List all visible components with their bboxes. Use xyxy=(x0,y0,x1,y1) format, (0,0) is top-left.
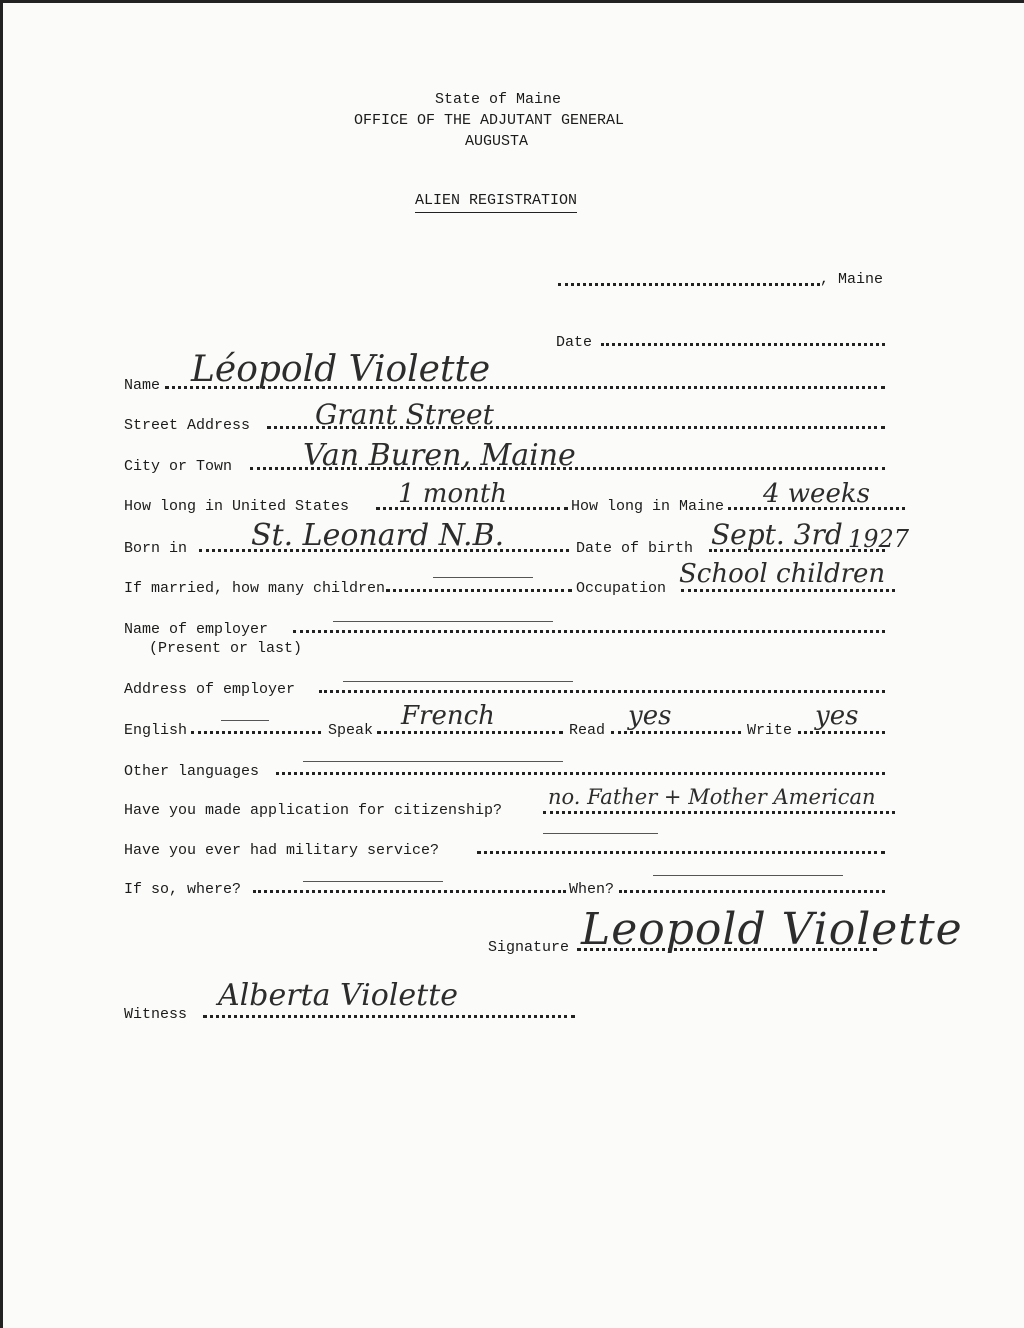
how-long-maine-value: 4 weeks xyxy=(763,479,870,509)
how-long-us-value: 1 month xyxy=(398,479,508,509)
when-label: When? xyxy=(569,881,615,898)
employer-address-label: Address of employer xyxy=(124,681,296,698)
military-label: Have you ever had military service? xyxy=(124,842,440,859)
date-of-birth-day: Sept. 3rd xyxy=(711,518,843,551)
witness-value: Alberta Violette xyxy=(218,978,459,1013)
citizenship-label: Have you made application for citizenship? xyxy=(124,802,503,819)
english-dash xyxy=(221,720,269,721)
how-long-maine-label: How long in Maine xyxy=(571,498,725,515)
speak-value: French xyxy=(401,701,495,731)
how-long-us-label: How long in United States xyxy=(124,498,350,515)
witness-label: Witness xyxy=(124,1006,188,1023)
write-label: Write xyxy=(747,722,793,739)
married-dash xyxy=(433,577,533,578)
signature-label: Signature xyxy=(488,939,570,956)
city-value: Van Buren, Maine xyxy=(303,438,576,473)
married-label: If married, how many children xyxy=(124,580,386,597)
maine-suffix: , Maine xyxy=(820,271,884,288)
employer-name-dots xyxy=(293,626,885,633)
other-languages-label: Other languages xyxy=(124,763,260,780)
born-in-value: St. Leonard N.B. xyxy=(251,518,505,553)
header-state: State of Maine xyxy=(435,91,562,108)
married-dots xyxy=(386,585,572,592)
employer-name-dash xyxy=(333,621,553,622)
when-dots xyxy=(619,886,885,893)
occupation-label: Occupation xyxy=(576,580,667,597)
where-dash xyxy=(303,881,443,882)
write-value: yes xyxy=(815,701,859,731)
date-dots xyxy=(601,339,885,346)
born-in-label: Born in xyxy=(124,540,188,557)
military-dots xyxy=(477,847,885,854)
if-so-where-label: If so, where? xyxy=(124,881,242,898)
military-dash xyxy=(543,833,658,834)
date-of-birth-label: Date of birth xyxy=(576,540,694,557)
when-dash xyxy=(653,875,843,876)
header-office: OFFICE OF THE ADJUTANT GENERAL xyxy=(354,112,625,129)
street-label: Street Address xyxy=(124,417,251,434)
place-dots xyxy=(558,279,820,286)
speak-label: Speak xyxy=(328,722,374,739)
other-languages-dash xyxy=(303,761,563,762)
english-dots xyxy=(191,727,321,734)
street-value: Grant Street xyxy=(315,398,494,431)
city-label: City or Town xyxy=(124,458,233,475)
employer-address-dash xyxy=(343,681,573,682)
employer-address-dots xyxy=(319,686,885,693)
employer-name-label: Name of employer xyxy=(124,621,269,638)
read-label: Read xyxy=(569,722,606,739)
read-value: yes xyxy=(628,701,672,731)
date-label: Date xyxy=(556,334,593,351)
date-of-birth-year: 1927 xyxy=(848,525,910,553)
other-languages-dots xyxy=(276,768,885,775)
signature-value: Leopold Violette xyxy=(581,904,963,955)
header-city: AUGUSTA xyxy=(465,133,529,150)
english-label: English xyxy=(124,722,188,739)
name-value: Léopold Violette xyxy=(191,349,491,390)
citizenship-value: no. Father + Mother American xyxy=(548,785,876,809)
employer-note: (Present or last) xyxy=(149,640,303,657)
name-label: Name xyxy=(124,377,161,394)
occupation-value: School children xyxy=(679,559,886,589)
form-title: ALIEN REGISTRATION xyxy=(415,192,577,213)
where-dots xyxy=(253,886,566,893)
